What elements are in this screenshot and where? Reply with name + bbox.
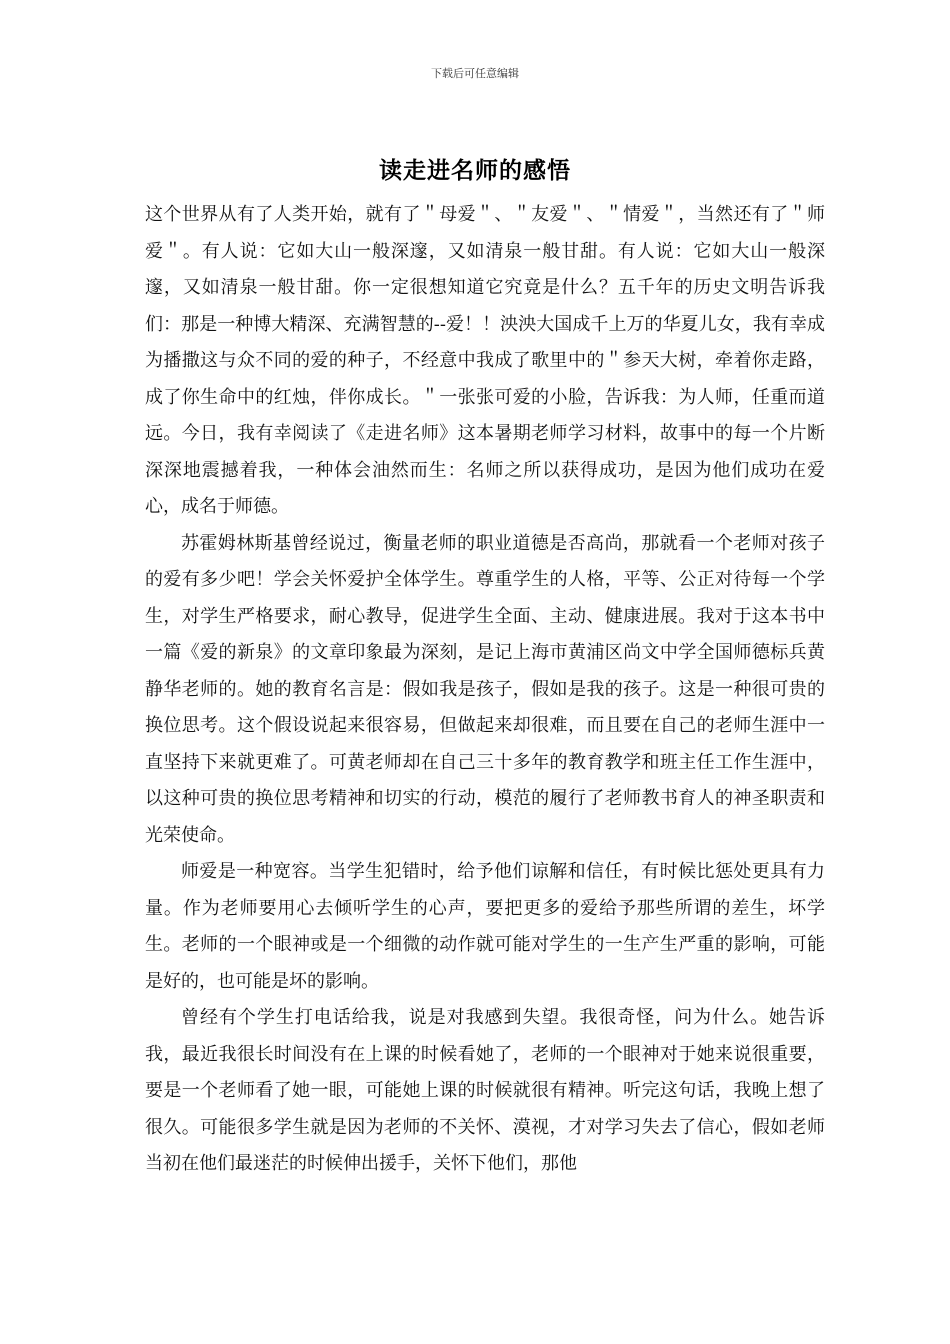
page-header-note: 下载后可任意编辑 bbox=[431, 67, 519, 80]
paragraph-2: 苏霍姆林斯基曾经说过，衡量老师的职业道德是否高尚，那就看一个老师对孩子的爱有多少吧！学会关怀爱护全体学生。尊重学生的人格，平等、公正对待每一个学生，对学生严格要求，耐心教导，促进学生全面、主动、健康进展。我对于这本书中一篇《爱的新泉》的文章印象最为深刻，是记上海市黄浦区尚文中学全国师德标兵黄静华老师的。她的教育名言是：假如我是孩子，假如是我的孩子。这是一种很可贵的换位思考。这个假设说起来很容易，但做起来却很难，而且要在自己的老师生涯中一直坚持下来就更难了。可黄老师却在自己三十多年的教育教学和班主任工作生涯中，以这种可贵的换位思考精神和切实的行动，模范的履行了老师教书育人的神圣职责和光荣使命。 bbox=[145, 532, 825, 846]
paragraph-1: 这个世界从有了人类开始，就有了＂母爱＂、＂友爱＂、＂情爱＂，当然还有了＂师爱＂。有人说：它如大山一般深邃，又如清泉一般甘甜。有人说：它如大山一般深邃，又如清泉一般甘甜。你一定很想知道它究竟是什么？五千年的历史文明告诉我们：那是一种博大精深、充满智慧的--爱！！泱泱大国成千上万的华夏儿女，我有幸成为播撒这与众不同的爱的种子，不经意中我成了歌里中的＂参天大树，牵着你走路，成了你生命中的红烛，伴你成长。＂一张张可爱的小脸，告诉我：为人师，任重而道远。今日，我有幸阅读了《走进名师》这本暑期老师学习材料，故事中的每一个片断深深地震撼着我，一种体会油然而生：名师之所以获得成功，是因为他们成功在爱心，成名于师德。 bbox=[145, 204, 825, 517]
paragraph-3: 师爱是一种宽容。当学生犯错时，给予他们谅解和信任，有时候比惩处更具有力量。作为老师要用心去倾听学生的心声，要把更多的爱给予那些所谓的差生，坏学生。老师的一个眼神或是一个细微的动作就可能对学生的一生产生严重的影响，可能是好的，也可能是坏的影响。 bbox=[145, 861, 825, 992]
document-body bbox=[145, 197, 825, 1183]
paragraph-4: 曾经有个学生打电话给我，说是对我感到失望。我很奇怪，问为什么。她告诉我，最近我很长时间没有在上课的时候看她了，老师的一个眼神对于她来说很重要，要是一个老师看了她一眼，可能她上课的时候就很有精神。听完这句话，我晚上想了很久。可能很多学生就是因为老师的不关怀、漠视，才对学习失去了信心，假如老师当初在他们最迷茫的时候伸出援手，关怀下他们，那他 bbox=[145, 1007, 825, 1174]
document-title: 读走进名师的感悟 bbox=[379, 158, 571, 184]
